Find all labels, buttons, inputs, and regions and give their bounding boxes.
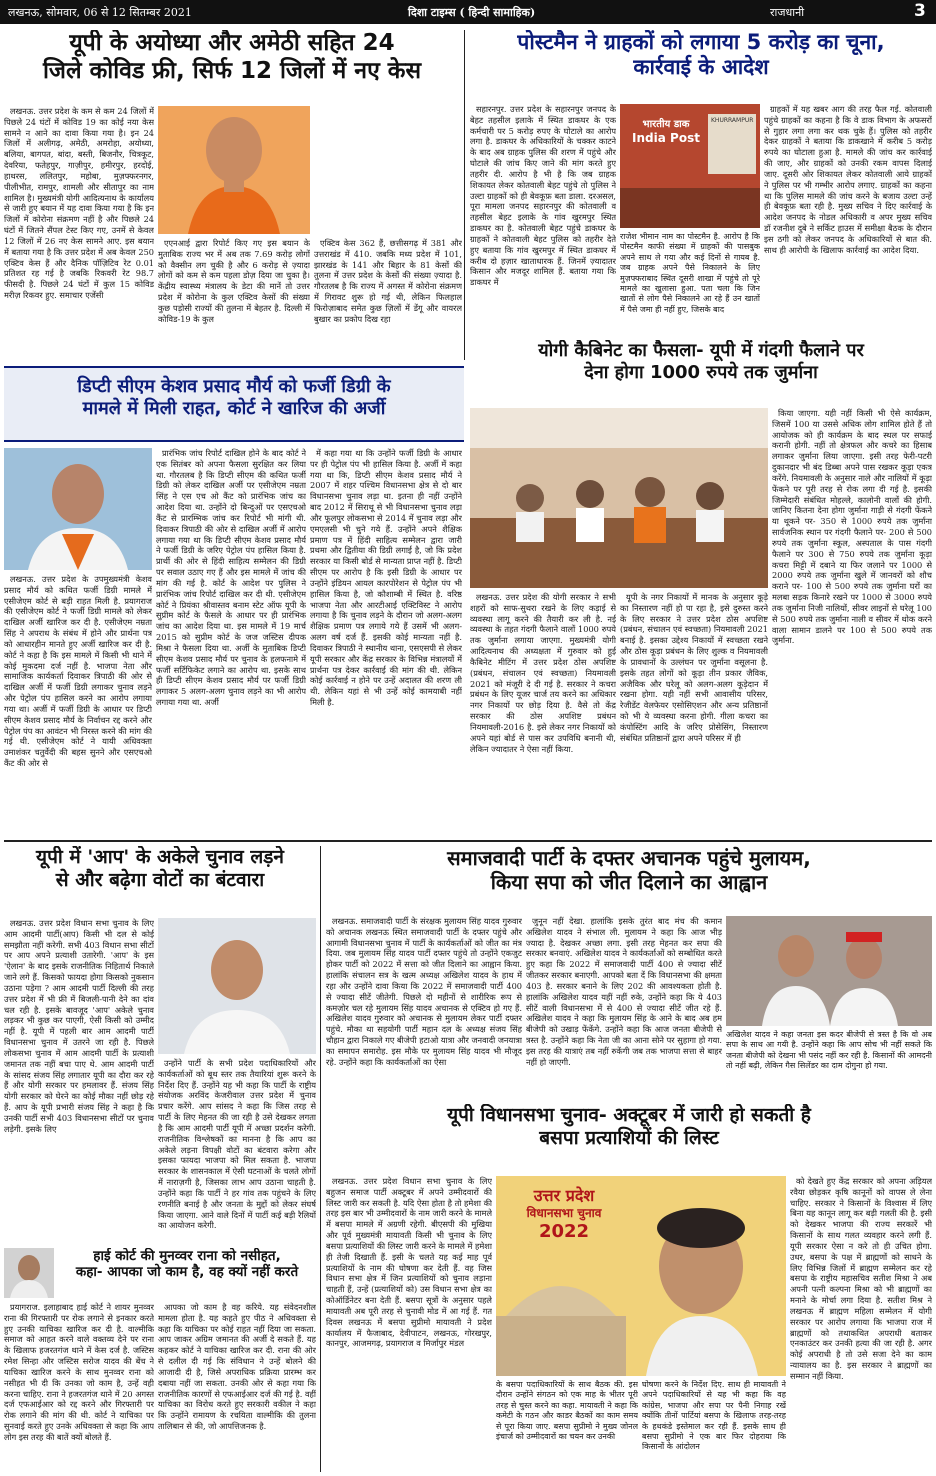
aap-col-2 (158, 1058, 316, 1244)
bsp-col-1 (326, 1176, 492, 1472)
poster-line-2: विधानसभा चुनाव (526, 1206, 602, 1220)
aap-text-2: उन्होंने पार्टी के सभी प्रदेश पदाधिकारियों और कार्यकर्ताओं को बूथ स्तर तक तैयारियां शुरू करने के निर्देश दिए हैं. उन्होंने यह भी कहा कि पार्टी के राष्ट्रीय संयोजक अरविंद केजरीवाल उत्तर प्रदेश में चुनाव प्रचार करेंगे. आप सांसद ने कहा कि जिस तरह से पार्टी के लिए मेहनत की जा रही है उसे देखकर लगता है कि आम आदमी पार्टी यूपी में अच्छा प्रदर्शन करेगी. राजनीतिक विश्लेषकों का मानना है कि आप का अकेले लड़ना विपक्षी वोटों का बंटवारा करेगा और इसका फायदा भाजपा को मिल सकता है. भाजपा सरकार के शासनकाल में ऐसी घटनाओं के चलते लोगों में नाराज़गी है, जिसका लाभ आप उठाना चाहती है. उन्होंने कहा कि पार्टी ने हर गांव तक पहुंचने के लिए रणनीति बनाई है और जनता के मुद्दों को लेकर संघर्ष किया जाएगा. आने वाले दिनों में पार्टी कई बड़ी रैलियों का आयोजन करेगी. (158, 1058, 316, 1231)
meeting-illustration (470, 408, 768, 588)
postman-headline-line2: कार्रवाई के आदेश (633, 55, 769, 80)
cabinet-meeting-photo (470, 408, 768, 588)
bsp-caption-2: घोषणा करने के निर्देश दिए. साथ ही मायावती ने अपने पदाधिकारियों से यह भी कहा कि वह कांग्रेस, भाजपा और सपा पर पैनी निगाह रखें क्योंकि तीनों पार्टियां बसपा के खिलाफ तरह-तरह के हथकंडे इस्तेमाल कर रही हैं. इसके साथ ही बसपा सुप्रीमो ने एक बार फिर दोहराया कि किसानों के आंदोलन (642, 1380, 786, 1452)
postman-text-3: ग्राहकों में यह खबर आग की तरह फैल गई. कोतवाली पहुंचे ग्राहकों का कहना है कि वे डाक विभाग के अफसरों से गुहार लगा लगा कर थक चुके हैं। पुलिस को तहरीर देकर ग्राहकों ने बताया कि डाकखाने में करीब 5 करोड़ रुपये का घोटाला हुआ है. मामले की जांच कर कार्रवाई की जाए, और ग्राहकों को उनकी रकम वापस दिलाई जाए. दूसरी ओर शिकायत लेकर कोतवाली आये ग्राहकों ने पुलिस पर भी गम्भीर आरोप लगाए. ग्राहकों का कहना था कि पुलिस मामले की जांच करने के बजाय उल्टा उन्हें ही बेवकूफ़ बता रही है. मुख्य सचिव ने दिए कार्रवाई के आदेश जनपद के नोडल अधिकारी व अपर मुख्य सचिव डॉ रजनीश दुबे ने सर्किट हाउस में समीक्षा बैठक के दौरान इस ठगी को लेकर जनपद के अधिकारियों से बात की. साथ ही आरोपी के खिलाफ कार्रवाई का आदेश दिया. (764, 104, 932, 255)
mulayam-headline (326, 846, 932, 912)
yogi-text-1: लखनऊ. उत्तर प्रदेश की योगी सरकार ने सभी शहरों को साफ-सुथरा रखने के लिए कड़ाई से व्यवस्था लागू करने की तैयारी कर ली है. नई व्यवस्था के तहत गंदगी फैलाने वालों 1000 रुपये तक जुर्माना लगाया जाएगा. मुख्यमंत्री योगी आदित्यनाथ की अध्यक्षता में गुरुवार को हुई कैबिनेट मीटिंग में उत्तर प्रदेश ठोस अपशिष्ट (प्रबंधन, संचालन एवं स्वच्छता) नियमावली 2021 को मंजूरी दे दी गई है. सरकार ने कचरा प्रबंधन के लिए यूजर चार्ज तय करने का अधिकार नगर निकायों पर छोड़ दिया है. वैसे तो केंद्र सरकार की ठोस अपशिष्ट प्रबंधन नियमावली-2016 है. इसे लेकर नगर निकायों को अपने यहां बोर्ड से पास कर उपविधि बनानी थी, लेकिन ज्यादातर ने ऐसा नहीं किया. (470, 592, 616, 754)
mulayam-col-2 (526, 916, 722, 1098)
mayawati-photo (496, 1176, 786, 1376)
yogi-portrait-illustration (158, 106, 310, 234)
keshav-text-3: में कहा गया था कि उन्होंने फर्जी डिग्री के आधार पर ही पेट्रोल पंप भी हासिल किया है. अर्जी में कहा गया था कि, डिप्टी सीएम केशव प्रसाद मौर्य ने 2007 में शहर पश्चिम विधानसभा क्षेत्र से दो बार विधानसभा चुनाव लड़ा था. इतना ही नहीं उन्होंने बाद 2012 में सिराथू से भी विधानसभा चुनाव लड़ा और फूलपुर लोकसभा से 2014 में चुनाव लड़ा और एमएलसी भी चुने गये हैं. उन्होंने अपने शैक्षिक प्रमाण पत्र में हिंदी साहित्य सम्मेलन द्वारा जारी प्रथमा और द्वितीया की डिग्री लगाई है, जो कि प्रदेश सरकार या किसी बोर्ड से मान्यता प्राप्त नहीं है. डिप्टी सीएम पर आरोप है कि इसी डिग्री के आधार पर उन्होंने इंडियन आयल कारपोरेशन से पेट्रोल पंप भी हासिल किया है, जो कौशाम्बी में स्थित है. वरिष्ठ भाजपा नेता और आरटीआई एक्टिविस्ट ने आरोप लगाया है कि चुनाव लड़ने के दौरान जो अलग-अलग शैक्षिक प्रमाण पत्र लगाये गये हैं उसमें भी अलग-अलग वर्ष दर्ज हैं. इसकी कोई मान्यता नहीं है. दिवाकर त्रिपाठी ने स्थानीय थाना, एसएसपी से लेकर यूपी सरकार और केंद्र सरकार के विभिन्न मंत्रालयों में प्रार्थना पत्र देकर कार्रवाई की मांग की थी. लेकिन कोई कार्रवाई न होने पर उन्हें अदालत की शरण ली थी. लेकिन यहां से भी उन्हें कोई कामयाबी नहीं मिली है. (310, 448, 462, 708)
section-name: राजधानी (770, 6, 805, 19)
mulayam-caption: अखिलेश यादव ने कहा जनता इस कदर बीजेपी से त्रस्त है कि वो अब सपा के साथ आ गयी है. उन्होंने कहा कि आप सोच भी नहीं सकते कि जनता बीजेपी को देखना भी पसंद नहीं कर रही है. किसानों की आमदनी तो नहीं बढ़ी, लेकिन गैस सिलेंडर का दाम दोगुना हो गया. (726, 1030, 932, 1071)
mulayam-col-1 (326, 916, 522, 1098)
column-rule (464, 30, 465, 360)
mulayam-akhilesh-illustration (726, 916, 932, 1026)
yogi-text-2: यूपी के नगर निकायों में मानक के अनुसार कूड़े का निस्तारण नहीं हो पा रहा है, इसे दुरुस्त करने के लिए सरकार ने उत्तर प्रदेश ठोस अपशिष्ट (प्रबंधन, संचालन एवं स्वच्छता) नियमावली 2021 बनाई है. इसका उद्देश्य निकायों में स्वच्छता रखने और ठोस कूड़ा प्रबंधन के लिए शुल्क व नियमावली के प्रावधानों के उल्लंघन पर जुर्माना वसूलना है. इसके तहत लोगों को कूड़ा तीन प्रकार जैविक, अजैविक और घरेलू को अलग-अलग कूड़ेदान में रखना होगा. यही नहीं सभी आवासीय परिसर, रेजीडेंट वेलफेयर एसोसिएशन और अन्य प्रतिष्ठानों को भी ये व्यवस्था करना होगी. गीला कचरा का कंपोस्टिंग आदि के जरिए प्रोसेसिंग, निस्तारण संबंधित प्रतिष्ठानों द्वारा अपने परिसर में ही (620, 592, 768, 743)
keshav-col-1 (4, 574, 152, 834)
page-number: 3 (914, 1, 926, 21)
yogi-col-1 (470, 592, 616, 834)
hc-col-1 (4, 1302, 154, 1472)
hc-col-2 (158, 1302, 316, 1472)
mulayam-akhilesh-photo (726, 916, 932, 1026)
masthead-bar (0, 0, 936, 24)
bsp-caption-1: के बसपा पदाधिकारियों के साथ बैठक की. इस दौरान उन्होंने संगठन को एक माह के भीतर पूरी तरह से चुस्त करने का कहा. मायावती ने कहा कि कमेटी के गठन और काडर बैठकों का काम समय से पूरा किया जाए. बसपा सुप्रीमो ने मुख्य जोनल इंचार्ज को उम्मीदवारों का चयन कर उनकी (496, 1380, 638, 1441)
postman-headline-line1: पोस्टमैन ने ग्राहकों को लगाया 5 करोड़ का चूना, (517, 30, 885, 54)
covid-text-1: लखनऊ. उत्तर प्रदेश के कम से कम 24 जिलों में पिछले 24 घंटों में कोविड 19 का कोई नया केस सामने न आने का दावा किया गया है। इन 24 जिलों में अलीगढ़, अमेठी, अमरोहा, अयोध्या, बलिया, बागपत, बांदा, बस्ती, बिजनौर, चित्रकूट, देवरिया, फतेहपुर, गाज़ीपुर, हमीरपुर, हरदोई, हाथरस, ललितपुर, महोबा, मुज़फ्फरनगर, पीलीभीत, रामपुर, शामली और सीतापुर का नाम शामिल है। मुख्यमंत्री योगी आदित्यनाथ के कार्यालय से जारी हुए बयान में यह दावा किया गया है कि इन जिलों में कोरोना संक्रमण नहीं है और पिछले 24 घंटों में जितने सैंपल टेस्ट किए गए, उनमें से केवल 12 जिलों में 26 नए केस सामने आए. इस बयान में बताया गया है कि उत्तर प्रदेश में अब केवल 250 एक्टिव केस हैं और दैनिक पॉज़िटिव रेट 0.01 प्रतिशत रह गई है जबकि रिकवरी रेट 98.7 फीसदी है. पिछले 24 घंटों में कुल 15 कोविड मरीज़ रिकवर हुए. समाचार एजेंसी (4, 106, 154, 301)
yogi-col-2 (620, 592, 768, 834)
section-divider (4, 840, 932, 842)
yogi-headline (470, 340, 932, 404)
munawwar-rana-photo (4, 1248, 54, 1298)
hc-headline (58, 1248, 316, 1298)
bsp-headline (326, 1104, 932, 1172)
covid-col-2 (158, 238, 310, 362)
bsp-text-1: लखनऊ. उत्तर प्रदेश विधान सभा चुनाव के लिए बहुजन समाज पार्टी अक्टूबर में अपने उम्मीदवारों की लिस्ट जारी कर सकती है. यदि ऐसा होता है तो हमेशा की तरह इस बार भी उम्मीदवारों के नाम जारी करने के मामले में बसपा मामले में अग्रणी रहेगी. बीएसपी की मुखिया और पूर्व मुख्यमंत्री मायावती किसी भी चुनाव के लिए बसपा प्रत्याशियों की लिस्ट जारी करने के मामले में हमेशा ही तेजी दिखाती हैं. इसी के चलते यह कई माह पूर्व प्रत्याशियों के नाम की घोषणा कर देती हैं. वह जिस विधान सभा क्षेत्र में जिन प्रत्याशियों को चुनाव लड़ाना चाहती हैं, उन्हें (प्रत्याशियों को) उस विधान सभा क्षेत्र का कोऑर्डिनेटर बना देती हैं. बसपा सूत्रों के अनुसार पहले मायावती अब पूरी तरह से चुनावी मोड में आ गई हैं. गत दिवस लखनऊ में बसपा सुप्रीमो मायावती ने प्रदेश कार्यालय में फैजाबाद, देवीपाटन, लखनऊ, गोरखपुर, कानपुर, आजमगढ़, प्रयागराज व मिर्जापुर मंडल (326, 1176, 492, 1349)
sign-text-hindi: भारतीय डाक (642, 119, 690, 130)
sign-text-english: India Post (632, 131, 700, 145)
postoffice-photo (620, 104, 760, 228)
rana-portrait-illustration (4, 1248, 54, 1298)
sanjay-singh-photo (158, 918, 316, 1054)
keshav-portrait-illustration (4, 448, 152, 570)
sign-board-right: KHURRAMPUR (708, 114, 756, 174)
yogi-photo (158, 106, 310, 234)
yogi-headline-line1: योगी कैबिनेट का फैसला- यूपी में गंदगी फैलाने पर (538, 340, 864, 361)
aap-headline-line1: यूपी में 'आप' के अकेले चुनाव लड़ने (36, 846, 284, 868)
keshav-text-2: प्रारंभिक जांच रिपोर्ट दाखिल होने के बाद कोर्ट ने एक सितंबर को अपना फैसला सुरक्षित कर लिया था. गौरतलब है कि डिप्टी सीएम की कथित फर्जी डिग्री को लेकर दाखिल अर्जी पर एसीजेएम नम्रता सिंह ने एस एच ओ कैंट को प्रारंभिक जांच का आदेश दिया था. उन्होंने दो बिन्दुओं पर एसएचओ कैंट से प्रारम्भिक जांच कर रिपोर्ट भी मांगी थी. दिवाकर त्रिपाठी की ओर से दाखिल अर्जी में आरोप लगाया गया था कि डिप्टी सीएम केशव प्रसाद मौर्य ने फर्जी डिग्री के जरिए पेट्रोल पंप हासिल किया है. प्रार्थी की ओर से हिंदी साहित्य सम्मेलन की डिग्री पर सवाल उठाए गए हैं और इस मामले में जांच की मांग की गई है. कोर्ट के आदेश पर पुलिस ने प्रारंभिक जांच रिपोर्ट दाखिल कर दी थी. एसीजेएम कोर्ट ने प्रियंका श्रीवास्तव बनाम स्टेट ऑफ यूपी के सुप्रीम कोर्ट के फैसले के आधार पर ही प्रारंभिक जांच का आदेश दिया था. इस मामले में 19 मार्च 2015 को सुप्रीम कोर्ट के जज जस्टिस दीपक मिश्रा ने फैसला दिया था. अर्जी के मुताबिक डिप्टी सीएम केशव प्रसाद मौर्य पर चुनाव के हलफनामे में फर्जी सर्टिफिकेट लगाने का आरोप था. इसके साथ ही डिप्टी सीएम केशव प्रसाद मौर्य पर फर्जी डिग्री लगाकर 5 अलग-अलग चुनाव लड़ने का भी आरोप लगाया गया था. अर्जी (156, 448, 306, 708)
bsp-headline-line2: बसपा प्रत्याशियों की लिस्ट (539, 1126, 719, 1149)
mulayam-headline-line1: समाजवादी पार्टी के दफ्तर अचानक पहुंचे मुलायम, (447, 846, 811, 870)
bsp-col-3 (790, 1176, 932, 1472)
postman-text-1: सहारनपुर. उत्तर प्रदेश के सहारनपुर जनपद के बेहट तहसील इलाके में स्थित डाकघर के एक कर्मचारी पर 5 करोड़ रुपए के घोटाले का आरोप लगा है. डाकघर के अधिकारियों के चक्कर काटने के बाद अब ग्राहक पुलिस की शरण में पहुंचे और घोटाले की जांच किए जाने की मांग करते हुए तहरीर दी. आरोप है भी है कि जब ग्राहक शिकायत लेकर कोतवाली बेहट पहुंचे तो पुलिस ने उल्टा ग्राहकों को ही बेवकूफ़ बता डाला. दरअसल, पूरा मामला जनपद सहारनपुर की कोतवाली व तहसील बेहट इलाके के गांव खुरमपुर स्थित डाकघर का है. कोतवाली बेहट पहुंचे डाकघर के ग्राहकों ने कोतवाली बेहट पुलिस को तहरीर देते हुए बताया कि गांव खुरमपुर में स्थित डाकघर में करीब दो हज़ार खाताधारक हैं. जिनमें ज़्यादातर किसान और मजदूर शामिल हैं. बताया गया कि डाकघर में (470, 104, 616, 288)
keshav-headline-line2: मामले में मिली राहत, कोर्ट ने खारिज की अर्जी (82, 397, 386, 419)
postoffice-signboard (626, 118, 706, 147)
wall-base (620, 188, 760, 228)
covid-headline (4, 30, 460, 102)
covid-headline-line1: यूपी के अयोध्या और अमेठी सहित 24 (69, 30, 395, 56)
poster-line-1: उत्तर प्रदेश (533, 1186, 595, 1205)
column-rule-2 (320, 846, 321, 1472)
hc-text-1: प्रयागराज. इलाहाबाद हाई कोर्ट ने शायर मुनव्वर राना की गिरफ्तारी पर रोक लगाने से इनकार करते हुए उनकी याचिका खारिज कर दी है. वाल्मीकि समाज को आहत करने वाले वक्तव्य देने पर राना के खिलाफ हजरतगंज थाने में केस दर्ज है. जस्टिस रमेश सिन्हा और जस्टिस सरोज यादव की बेंच ने याचिका खारिज करने के साथ मुनव्वर राना को नसीहत भी दी कि उनका जो काम है, उन्हें वही करना चाहिए. राना ने हजरतगंज थाने में 20 अगस्त दर्ज एफआईआर को रद्द करने और गिरफ्तारी पर रोक लगाने की मांग की थी. कोर्ट ने याचिका पर सुनवाई करते हुए उनके अधिवक्ता से कहा कि आप लोग इस तरह की बातें क्यों बोलते हैं. (4, 1302, 154, 1442)
mulayam-headline-line2: किया सपा को जीत दिलाने का आह्वान (490, 870, 768, 894)
covid-headline-line2: जिले कोविड फ्री, सिर्फ 12 जिलों में नए केस (42, 57, 422, 84)
keshav-headline-line1: डिप्टी सीएम केशव प्रसाद मौर्य को फर्जी डिग्री के (77, 376, 391, 397)
postman-caption: राजेश भीमान नाम का पोस्टमैन है. आरोप है कि पोस्टमैन काफी संख्या में ग्राहकों की पासबुक अपने साथ ले गया और कई दिनों से गायब है. जब ग्राहक अपने पैसे निकालने के लिए मुज़फ्फराबाद स्थित दूसरी शाखा में पहुंचे तो पूरे मामले का खुलासा हुआ. पता चला कि जिन खातों से लोग पैसे निकालने आ रहे हैं उन खातों में पैसे जमा ही नहीं हुए, जिसके बाद (620, 232, 760, 314)
sanjay-portrait-illustration (158, 918, 316, 1054)
paper-name: दिशा टाइम्स ( हिन्दी सामाहिक) (408, 6, 536, 19)
covid-text-3: एक्टिव केस 362 हैं, छत्तीसगढ़ में 381 और उत्तराखंड में 410. जबकि मध्य प्रदेश में 101, झारखंड के 141 और बिहार के 81 केसों की तुलना में उत्तर प्रदेश के केसों की संख्या ज़्यादा है. गौरतलब है कि राज्य में अगस्त में कोरोना संक्रमण में गिरावट शुरू हो गई थी, लेकिन फिलहाल फिरोज़ाबाद समेत कुछ ज़िलों में डेंगू और वायरल बुखार का प्रकोप दिख रहा (314, 238, 462, 324)
bsp-text-3: को देखते हुए केंद्र सरकार को अपना अड़ियल रवैया छोड़कर कृषि कानूनों को वापस ले लेना चाहिए. सरकार ने किसानों के विश्वास में लिए बिना यह कानून लागू कर बड़ी गलती की है. इसी को देखकर भाजपा की राज्य सरकारें भी किसानों के साथ गलत व्यवहार करने लगी हैं. यूपी सरकार ऐसा न करे तो ही उचित होगा. उधर, बसपा के पक्ष में ब्राह्मणों को साधने के लिए विभिन्न जिलों में ब्राह्मण सम्मेलन कर रहे बसपा के राष्ट्रीय महासचिव सतीश मिश्रा ने अब अपनी पत्नी कल्पना मिश्रा को भी ब्राह्मणों का मनाने के मोर्चा लगा दिया है. सतीश मिश्र ने लखनऊ में ब्राह्मण महिला सम्मेलन में योगी सरकार पर आरोप लगाया कि भाजपा राज में ब्राह्मणों को तथाकथित अपराधी बताकर एनकाउंटर कर उनकी हत्या की जा रही है. अगर कोई अपराधी है तो उसे सजा देने का काम न्यायालय का है. इस सरकार ने ब्राह्मणों का सम्मान नहीं किया. (790, 1176, 932, 1381)
keshav-headline (4, 366, 464, 442)
hc-headline-line1: हाई कोर्ट की मुनव्वर राना को नसीहत, (93, 1248, 281, 1264)
bsp-headline-line1: यूपी विधानसभा चुनाव- अक्टूबर में जारी हो सकती है (447, 1104, 811, 1126)
aap-headline-line2: से और बढ़ेगा वोटों का बंटवारा (55, 868, 265, 891)
keshav-col-2 (156, 448, 306, 834)
election-poster (504, 1186, 624, 1244)
keshav-photo (4, 448, 152, 570)
covid-col-1 (4, 106, 154, 362)
dateline: लखनऊ, सोमवार, 06 से 12 सितम्बर 2021 (8, 6, 192, 19)
yogi-col-3 (772, 408, 932, 834)
keshav-text-1: लखनऊ. उत्तर प्रदेश के उपमुख्यमंत्री केशव प्रसाद मौर्य को कथित फर्जी डिग्री मामले में एसीजेएम कोर्ट से बड़ी राहत मिली है. प्रयागराज की एसीजेएम कोर्ट ने फर्जी डिग्री मामले को लेकर दाखिल अर्जी खारिज कर दी है. एसीजेएम नम्रता सिंह ने अपराध के संबंध में होने और प्रार्थना पत्र को आधारहीन मानते हुए अर्जी खारिज कर दी है. कोर्ट ने कहा है कि इस मामले में किसी भी थाने में कोई मुकदमा दर्ज नहीं है. भाजपा नेता और सामाजिक कार्यकर्ता दिवाकर त्रिपाठी की ओर से दाखिल अर्जी में फर्जी डिग्री लगाकर चुनाव लड़ने और पेट्रोल पंप हासिल करने का आरोप लगाया गया था। अर्जी में फर्जी डिग्री के आधार पर डिप्टी सीएम केशव प्रसाद मौर्य के निर्वाचन रद्द करने और पेट्रोल पंप का आवंटन भी निरस्त करने की मांग की गई थी. एसीजेएम कोर्ट ने यायी अधिवक्ता उमाशंकर चतुर्वेदी की बहस सुनने और एसएचओ कैंट की ओर से (4, 574, 152, 769)
aap-headline (4, 846, 316, 914)
aap-col-1 (4, 918, 154, 1244)
covid-text-2: एएनआई द्वारा रिपोर्ट किए गए इस बयान के मुताबिक राज्य भर में अब तक 7.69 करोड़ लोगों को वैक्सीन लग चुकी है और 6 करोड़ से ज़्यादा लोगों को कम से कम पहला डोज़ दिया जा चुका है। केंद्रीय स्वास्थ्य मंत्रालय के डेटा की मानें तो उत्तर प्रदेश में कोरोना के कुल एक्टिव केसों की संख्या कुछ पड़ोसी राज्यों की तुलना में बेहतर है. दिल्ली में कोविड-19 के कुल (158, 238, 310, 324)
covid-col-3 (314, 238, 462, 362)
poster-line-3: 2022 (538, 1221, 590, 1242)
postman-headline (470, 30, 932, 100)
yogi-text-3: किया जाएगा. यही नहीं किसी भी ऐसे कार्यक्रम, जिसमें 100 या उससे अधिक लोग शामिल होते हैं तो आयोजक को ही कार्यक्रम के बाद स्थल पर सफाई करानी होगी. नहीं तो क्षेत्रफल और कचरे का हिसाब लगाकर जुर्माना लिया जाएगा. इसी तरह फेरी-पटरी दुकानदार भी बंद डिब्बा अपने पास रखकर कूड़ा एकत्र करेंगे. नियमावली के अनुसार नाले और नालियों में कूड़ा फेंकने पर पूरी तरह से रोक लगा दी गई है. इसकी जिम्मेदारी संबंधित मोहल्ले, कालोनी वालों की होगी. जानिए कितना देना होगा जुर्माना गाड़ी से गंदगी फेंकने या थूकने पर- 350 से 1000 रुपये तक जुर्माना सार्वजनिक स्थान पर गंदगी फैलाने पर- 200 से 500 रुपये तक जुर्माना स्कूल, अस्पताल के पास गंदगी फैलाने पर 300 से 750 रुपये तक जुर्माना कूड़ा कचरा मिट्टी में दबाने या फिर जलाने पर 1000 से 2000 रुपये तक जुर्माना खुले में जानवरों को शौच कराने पर- 100 से 500 रुपये तक जुर्माना घरों का मलबा सड़क किनारे रखने पर 1000 से 3000 रुपये तक जुर्माना निजी नालियों, सीवर लाइनों से घरेलू 100 से 500 रुपये तक जुर्माना नाली व सीवर में थोक करने वाला सामान डालने पर 100 से 500 रुपये तक जुर्माना. (772, 408, 932, 646)
postman-col-1 (470, 104, 616, 338)
aap-text-1: लखनऊ. उत्तर प्रदेश विधान सभा चुनाव के लिए आम आदमी पार्टी(आप) किसी भी दल से कोई समझौता नहीं करेगी. सभी 403 विधान सभा सीटों पर आप अपने प्रत्याशी उतारेगी. 'आप' के इस 'ऐलान' के बाद इसके राजनीतिक निहितार्थ निकाले जाने लगे हैं. किसको फायदा होगा किसको नुकसान उठाना पड़ेगा ? आम आदमी पार्टी दिल्ली की तरह उत्तर प्रदेश में भी फ्री में बिजली-पानी देने का दांव चल रही है. इसके बावजूद 'आप' अकेले चुनाव लड़कर भी कुछ कर पाएगी, ऐसी किसी को उम्मीद नहीं है. यूपी में पहली बार आम आदमी पार्टी विधानसभा चुनाव में उतरने जा रही है. पिछले लोकसभा चुनाव में आम आदमी पार्टी के प्रत्याशी जमानत तक नहीं बचा पाए थे. आम आदमी पार्टी के सांसद संजय सिंह लगातार यूपी का दौरा कर रहे हैं और योगी सरकार पर हमलावर हैं. संजय सिंह योगी सरकार को घेरने का कोई मौका नहीं छोड़ रहे हैं. आप के यूपी प्रभारी संजय सिंह ने कहा है कि उनकी पार्टी सभी 403 विधानसभा सीटों पर चुनाव लड़ेगी. इसके लिए (4, 918, 154, 1134)
postman-col-3 (764, 104, 932, 338)
mulayam-text-1: लखनऊ. समाजवादी पार्टी के संरक्षक मुलायम सिंह यादव गुरुवार को अचानक लखनऊ स्थित समाजवादी पार्टी के दफ्तर पहुंचे और आगामी विधानसभा चुनाव में पार्टी के कार्यकर्ताओं को जीत का मंत्र दिया. जब मुलायम सिंह यादव पार्टी दफ्तर पहुंचे तो उन्होंने एकजुट होकर पार्टी को 2022 में सत्ता को जीत दिलाने का आह्वान किया. हालांकि संचालन सत्र के खत्म अध्यक्ष अखिलेश यादव के हाथ में रहा और उन्होंने दावा किया कि 2022 में समाजवादी पार्टी 400 से ज्यादा सीटें जीतेगी. पिछले दो महीनों से शारीरिक रूप से कमज़ोर चल रहे मुलायम सिंह यादव अचानक से एक्टिव हो गए हैं. अखिलेश यादव गुरुवार को अचानक से मुलायम लेकर पार्टी दफ्तर पहुंचे. मौका था सहयोगी पार्टी महान दल के अध्यक्ष संजय सिंह चौहान द्वारा निकाले गए बीजेपी हटाओ यात्रा और जनवादी जनयात्रा का समापन समारोह. इस मौके पर मुलायम सिंह यादव भी मौजूद रहे. उन्होंने कहा कि कार्यकर्ताओं का ऐसा (326, 916, 522, 1067)
yogi-headline-line2: देना होगा 1000 रुपये तक जुर्माना (584, 361, 818, 383)
keshav-col-3 (310, 448, 462, 834)
mulayam-text-2: जुनून नहीं देखा. हालांकि इसके तुरंत बाद मंच की कमान अखिलेश यादव ने संभाल ली. मुलायम ने कहा कि आज भीड़ ज्यादा है. देखकर अच्छा लगा. इसी तरह मेहनत कर सपा की सरकार बनवाएं. अखिलेश यादव ने कार्यकर्ताओं को सम्बोधित करते हुए कहा कि 2022 में समाजवादी पार्टी 400 से ज्यादा सीटें जीतकर सरकार बनाएगी. आपको बता दें कि विधानसभा की क्षमता 403 है. सरकार बनाने के लिए 202 की आवश्यकता होती है. हालांकि अखिलेश यादव यहीं नहीं रुके, उन्होंने कहा कि ये 403 सीटें वाली विधानसभा में से 400 से ज्यादा सीटें जीत रहे हैं. अखिलेश यादव ने कहा कि मुलायम सिंह के आने के बाद अब हम बीजेपी को उखाड़ फेंकेंगे. उन्होंने कहा कि आज जनता बीजेपी से त्रस्त है. उन्होंने कहा कि नेता जी का आना सोने पर सुहागा हो गया. इस तरह की यात्राएं तब नहीं रुकेंगी जब तक भाजपा सत्ता से बाहर नहीं हो जाएगी. (526, 916, 722, 1067)
hc-text-2: आपका जो काम है वह करिये. यह संवेदनशील मामला होता है. यह कहते हुए पीठ ने अधिवक्ता से कहा कि याचिका पर कोई राहत नहीं दिया जा सकता. आप जाकर अग्रिम जमानत की अर्जी दे सकते हैं. यह कहकर कोर्ट ने याचिका खारिज कर दी. राना की ओर से दलील दी गई कि संविधान ने उन्हें बोलने की आजादी दी है, जिसे अपराधिक प्रक्रिया प्रारम्भ कर दबाया नहीं जा सकता. उनकी ओर से कहा गया कि राजनीतिक कारणों से एफआईआर दर्ज की गई है. वहीं याचिका का विरोध करते हुए सरकारी वकील ने कहा कि उन्होंने रामायण के रचयिता वाल्मीकि की तुलना तालिबान से की, जो आपत्तिजनक है. (158, 1302, 316, 1432)
hc-headline-line2: कहा- आपका जो काम है, वह क्यों नहीं करते (75, 1264, 299, 1281)
